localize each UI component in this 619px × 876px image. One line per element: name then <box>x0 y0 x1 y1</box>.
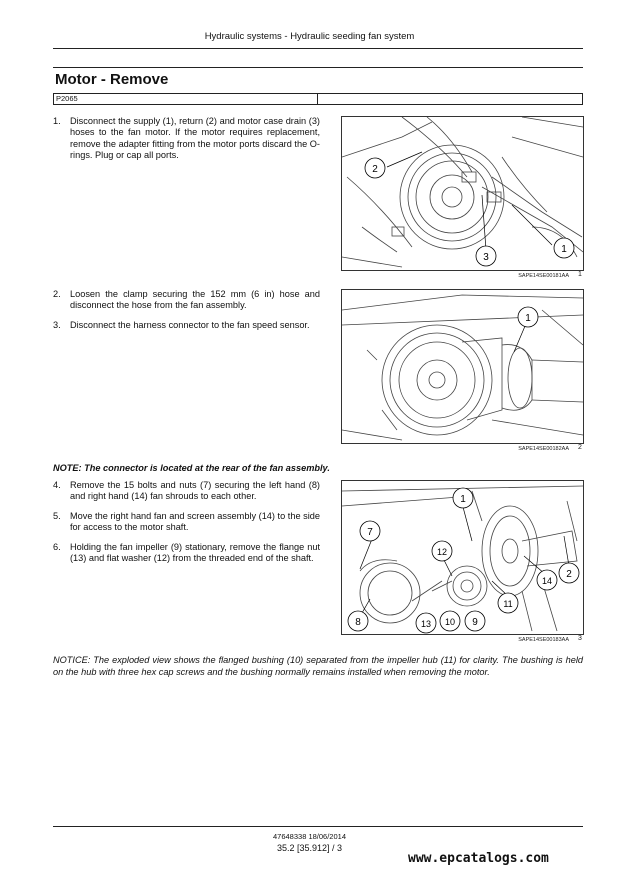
step-6 <box>53 542 323 580</box>
callout-label: 11 <box>503 599 513 609</box>
figure-2-callout-1 <box>518 307 538 327</box>
step-number: 1. <box>53 116 61 126</box>
figure-1-callout-3 <box>476 246 496 266</box>
figure-3-callout-7 <box>360 521 380 541</box>
figure-3-callout-10 <box>440 611 460 631</box>
step-text: Disconnect the harness connector to the fan speed sensor. <box>70 320 310 330</box>
header-rule <box>53 48 583 49</box>
callout-label: 1 <box>460 494 466 505</box>
callout-label: 10 <box>444 617 456 627</box>
figure-2-number: 2 <box>578 444 582 451</box>
procedure-code-box <box>53 93 583 105</box>
footer-rule <box>53 826 583 827</box>
callout-label: 7 <box>367 527 373 538</box>
figure-3-callout-14 <box>537 570 557 590</box>
callout-label: 14 <box>541 576 553 586</box>
step-4 <box>53 480 323 506</box>
figure-1-callout-2 <box>365 158 385 178</box>
step-text: Move the right hand fan and screen assembly (14) to the side for access to the motor shaft. <box>70 511 320 533</box>
figure-3-exploded-view <box>341 480 584 635</box>
step-3 <box>53 320 323 346</box>
figure-3-callout-1 <box>453 488 473 508</box>
callout-label: 8 <box>355 617 361 628</box>
figure-3-callout-13 <box>416 613 436 633</box>
figure-3-callout-9 <box>465 611 485 631</box>
callout-label: 13 <box>420 619 432 629</box>
figure-1-number: 1 <box>578 271 582 278</box>
callout-label: 2 <box>566 569 572 580</box>
code-box-divider <box>317 94 318 104</box>
step-number: 2. <box>53 289 61 299</box>
page-number: 35.2 [35.912] / 3 <box>276 843 343 853</box>
figure-2-drawing <box>342 290 583 443</box>
step-text: Holding the fan impeller (9) stationary, remove the flange nut (13) and flat washer (12) from the threaded end of the shaft. <box>70 542 320 564</box>
title-top-rule <box>53 67 583 68</box>
running-header: Hydraulic systems - Hydraulic seeding fan system <box>204 31 415 42</box>
figure-3-callout-8 <box>348 611 368 631</box>
step-1 <box>53 116 323 166</box>
callout-label: 1 <box>525 313 531 324</box>
step-number: 5. <box>53 511 61 521</box>
callout-label: 1 <box>561 244 567 255</box>
step-number: 4. <box>53 480 61 490</box>
figure-1-callout-1 <box>554 238 574 258</box>
callout-label: 2 <box>372 164 378 175</box>
step-text: Remove the 15 bolts and nuts (7) securing the left hand (8) and right hand (14) fan shrouds to each other. <box>70 480 320 502</box>
step-text: Disconnect the supply (1), return (2) and motor case drain (3) hoses to the fan motor. If the motor requires replacement, remove the adapter fitting from the motor ports discard the O-rings. Plug or cap all ports. <box>70 116 320 161</box>
watermark: www.epcatalogs.com <box>408 851 549 866</box>
note-text: NOTE: The connector is located at the rear of the fan assembly. <box>53 463 330 473</box>
document-id: 47648338 18/06/2014 <box>273 832 346 841</box>
figure-3-callout-12 <box>432 541 452 561</box>
callout-label: 3 <box>483 252 489 263</box>
callout-label: 12 <box>436 547 448 557</box>
figure-2-caption: SAPE14SE00182AA <box>518 446 569 452</box>
figure-1-hose-connections <box>341 116 584 271</box>
notice-text: NOTICE: The exploded view shows the flanged bushing (10) separated from the impeller hub (11) for clarity. The bushing is held on the hub with three hex cap screws and the bushing normally remains installed when removing the motor. <box>53 655 583 677</box>
figure-3-drawing <box>342 481 583 634</box>
figure-2-fan-hose <box>341 289 584 444</box>
procedure-code: P2065 <box>56 94 78 103</box>
figure-3-number: 3 <box>578 635 582 642</box>
figure-1-drawing <box>342 117 583 270</box>
figure-3-caption: SAPE14SE00183AA <box>518 637 569 643</box>
callout-label: 9 <box>472 617 478 628</box>
step-text: Loosen the clamp securing the 152 mm (6 in) hose and disconnect the hose from the fan assembly. <box>70 289 320 311</box>
figure-3-callout-11 <box>498 593 518 613</box>
step-2 <box>53 289 323 315</box>
page-title: Motor - Remove <box>55 71 169 88</box>
step-5 <box>53 511 323 537</box>
step-number: 6. <box>53 542 61 552</box>
step-number: 3. <box>53 320 61 330</box>
figure-3-callout-2 <box>559 563 579 583</box>
figure-1-caption: SAPE14SE00181AA <box>518 273 569 279</box>
